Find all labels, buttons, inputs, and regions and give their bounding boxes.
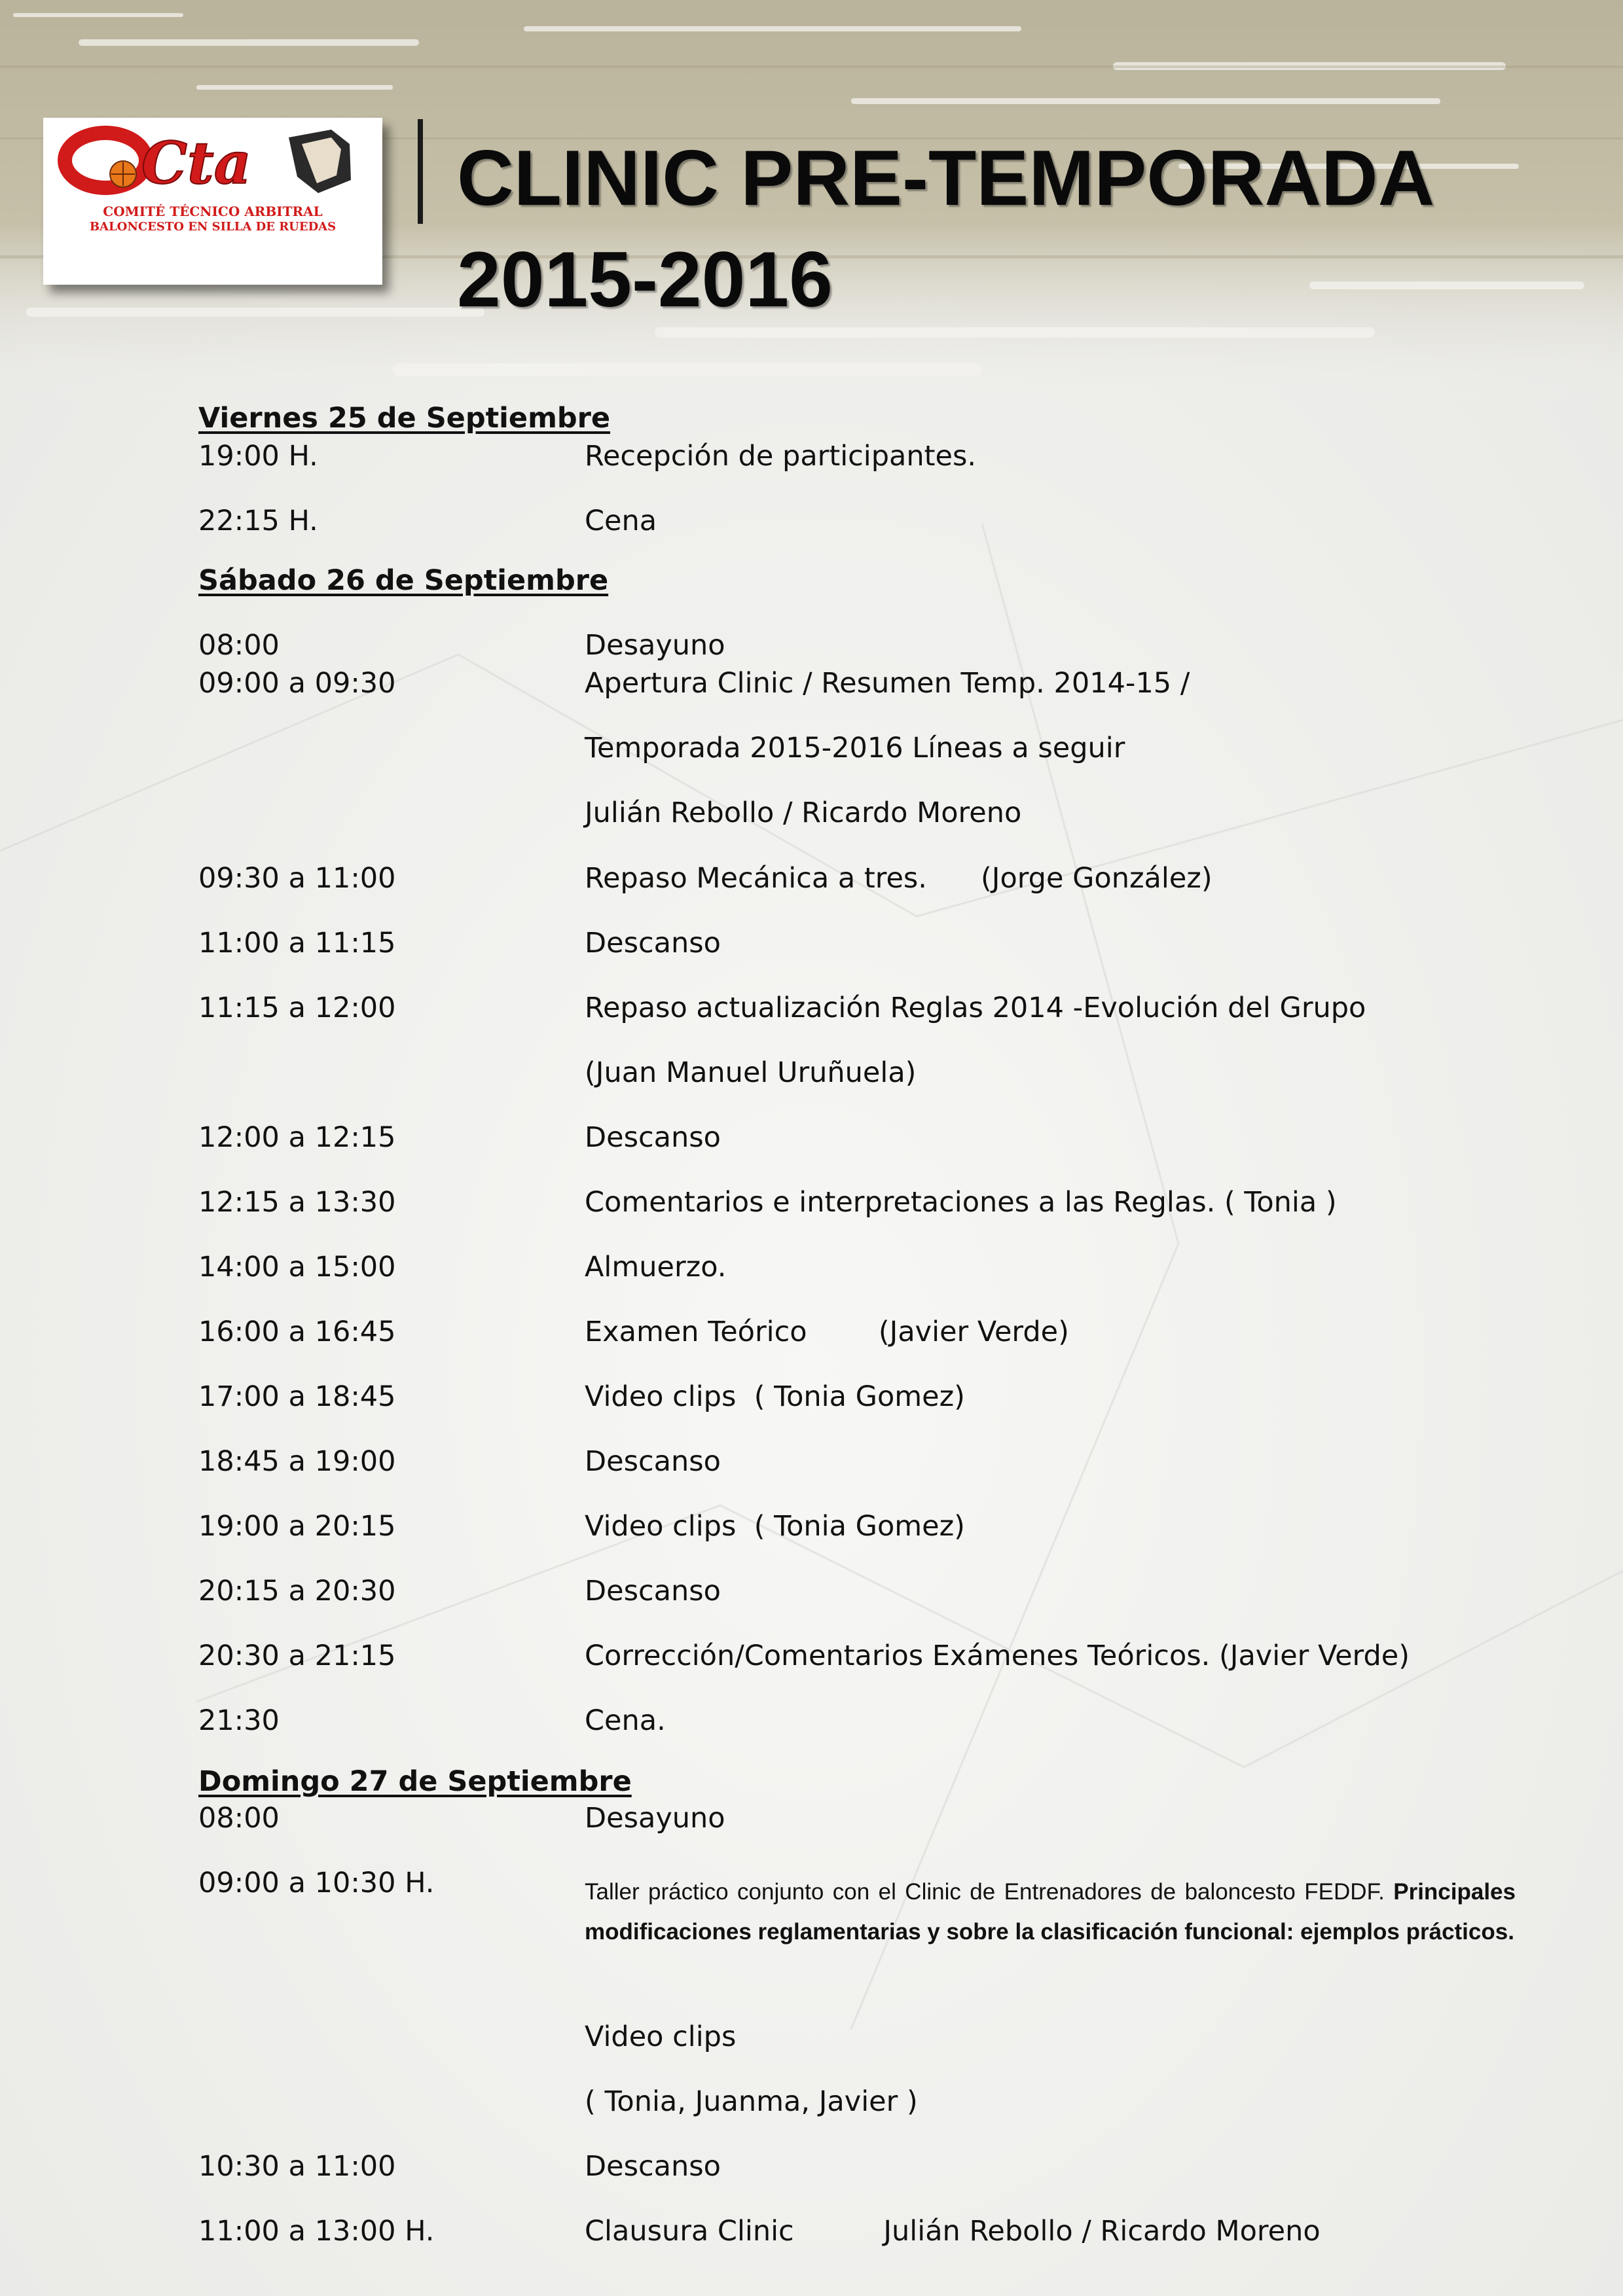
schedule-activity: Descanso bbox=[585, 1121, 721, 1154]
schedule-activity: Julián Rebollo / Ricardo Moreno bbox=[585, 797, 1022, 829]
logo-subtitle-line2: BALONCESTO EN SILLA DE RUEDAS bbox=[89, 220, 337, 234]
schedule-activity: Repaso actualización Reglas 2014 -Evolución del Grupo bbox=[585, 992, 1366, 1024]
schedule-activity: Descanso bbox=[585, 927, 721, 960]
schedule-activity: Corrección/Comentarios Exámenes Teóricos. (Javier Verde) bbox=[585, 1640, 1410, 1672]
schedule-time: 19:00 H. bbox=[198, 440, 318, 473]
schedule-activity: Video clips ( Tonia Gomez) bbox=[585, 1380, 965, 1413]
schedule-activity: Descanso bbox=[585, 2150, 721, 2183]
day-heading-domingo: Domingo 27 de Septiembre bbox=[198, 1765, 632, 1798]
schedule-time: 12:00 a 12:15 bbox=[198, 1121, 396, 1154]
schedule-time: 09:30 a 11:00 bbox=[198, 862, 396, 895]
schedule-time: 22:15 H. bbox=[198, 505, 318, 537]
schedule-activity: Clausura Clinic Julián Rebollo / Ricardo Moreno bbox=[585, 2215, 1321, 2248]
schedule-time: 20:15 a 20:30 bbox=[198, 1575, 396, 1607]
schedule-time: 12:15 a 13:30 bbox=[198, 1186, 396, 1219]
cta-logo-icon bbox=[43, 118, 382, 285]
taller-bold-text: Principales modificaciones reglamentarias y sobre la clasificación funcional: ejemplos prácticos. bbox=[585, 1879, 1516, 1945]
schedule-activity: Cena. bbox=[585, 1704, 666, 1737]
schedule-activity: Examen Teórico (Javier Verde) bbox=[585, 1316, 1069, 1348]
schedule-activity: Repaso Mecánica a tres. (Jorge González) bbox=[585, 862, 1213, 895]
schedule-activity: Comentarios e interpretaciones a las Reglas. ( Tonia ) bbox=[585, 1186, 1337, 1219]
schedule-activity: Video clips ( Tonia Gomez) bbox=[585, 1510, 965, 1543]
schedule-activity: Desayuno bbox=[585, 1802, 725, 1835]
title-line-1: CLINIC PRE-TEMPORADA bbox=[457, 134, 1435, 222]
schedule-time: 21:30 bbox=[198, 1704, 280, 1737]
schedule-activity: Temporada 2015-2016 Líneas a seguir bbox=[585, 732, 1125, 764]
schedule-activity: Almuerzo. bbox=[585, 1251, 727, 1283]
schedule-activity: Recepción de participantes. bbox=[585, 440, 977, 473]
day-heading-sabado: Sábado 26 de Septiembre bbox=[198, 564, 609, 597]
schedule-time: 08:00 bbox=[198, 629, 280, 662]
schedule-time: 18:45 a 19:00 bbox=[198, 1445, 396, 1478]
schedule-time: 11:00 a 13:00 H. bbox=[198, 2215, 435, 2248]
schedule-activity: Cena bbox=[585, 505, 657, 537]
schedule-activity: Descanso bbox=[585, 1575, 721, 1607]
schedule-time: 11:00 a 11:15 bbox=[198, 927, 396, 960]
schedule-activity: Descanso bbox=[585, 1445, 721, 1478]
logo-subtitle-line1: COMITÉ TÉCNICO ARBITRAL bbox=[103, 204, 323, 219]
schedule-time: 16:00 a 16:45 bbox=[198, 1316, 396, 1348]
schedule-time: 20:30 a 21:15 bbox=[198, 1640, 396, 1672]
schedule-time: 08:00 bbox=[198, 1802, 280, 1835]
title-divider bbox=[418, 119, 423, 224]
day-heading-viernes: Viernes 25 de Septiembre bbox=[198, 402, 611, 435]
schedule-activity: Apertura Clinic / Resumen Temp. 2014-15 / bbox=[585, 667, 1190, 700]
schedule-time: 14:00 a 15:00 bbox=[198, 1251, 396, 1283]
schedule-activity: ( Tonia, Juanma, Javier ) bbox=[585, 2085, 918, 2118]
schedule-activity: Video clips bbox=[585, 2020, 737, 2053]
cta-logo bbox=[43, 118, 382, 285]
schedule-activity: (Juan Manuel Uruñuela) bbox=[585, 1056, 917, 1089]
taller-description bbox=[585, 1872, 1516, 1952]
schedule-time: 10:30 a 11:00 bbox=[198, 2150, 396, 2183]
logo-wordmark: Cta bbox=[141, 129, 251, 197]
schedule-time: 09:00 a 09:30 bbox=[198, 667, 396, 700]
page-title bbox=[457, 128, 1434, 331]
schedule-time: 17:00 a 18:45 bbox=[198, 1380, 396, 1413]
schedule-time: 11:15 a 12:00 bbox=[198, 992, 396, 1024]
taller-text: Taller práctico conjunto con el Clinic de Entrenadores de baloncesto FEDDF. bbox=[585, 1879, 1385, 1905]
schedule-time: 09:00 a 10:30 H. bbox=[198, 1867, 435, 1899]
schedule-time: 19:00 a 20:15 bbox=[198, 1510, 396, 1543]
title-line-2: 2015-2016 bbox=[457, 236, 833, 323]
schedule-activity: Desayuno bbox=[585, 629, 725, 662]
